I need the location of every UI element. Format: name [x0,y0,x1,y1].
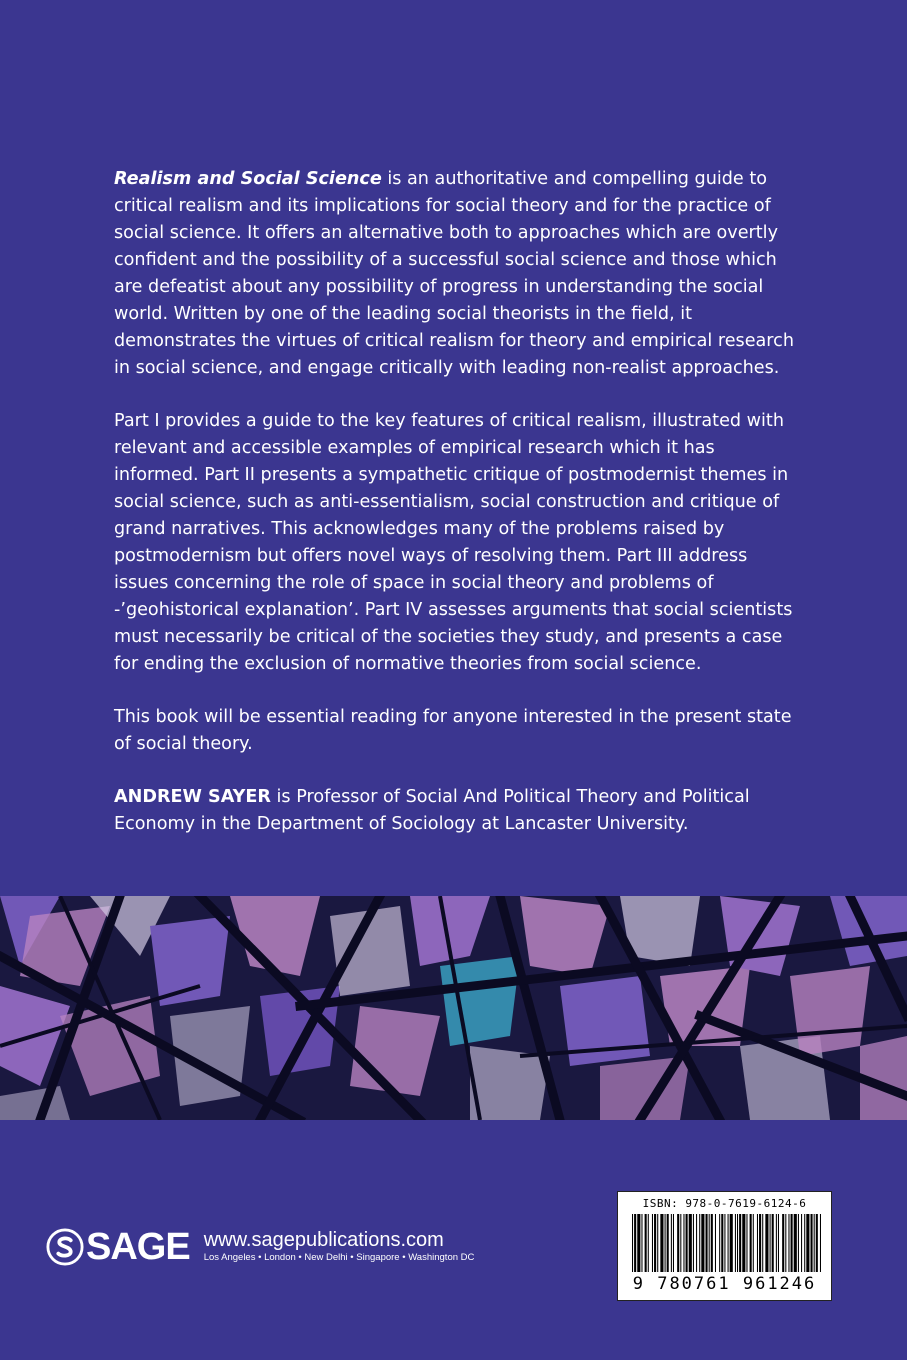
barcode-bar [654,1214,656,1272]
publisher-block [46,1222,474,1272]
barcode-bar [657,1214,658,1272]
barcode-bar [816,1214,818,1272]
barcode-bar [652,1214,653,1272]
barcode-bar [728,1214,729,1272]
barcode-bar [701,1214,704,1272]
publisher-url[interactable]: www.sagepublications.com [203,1229,444,1251]
barcode-bar [715,1214,716,1272]
barcode-bar [750,1214,752,1272]
description-paragraph-3: This book will be essential reading for anyone interested in the present state of social theory. [114,707,792,754]
barcode-bar [632,1214,633,1272]
barcode-bar [719,1214,720,1272]
barcode-bar [801,1214,802,1272]
barcode-bar [671,1214,672,1272]
barcode-bar [735,1214,736,1272]
barcode-bar [814,1214,815,1272]
barcode-bar [693,1214,694,1272]
description-text-1: is an authoritative and compelling guide to critical realism and its implications for social theory and for the practice of social science. It offers an alternative both to approaches which are overtly confident and the possibility of a successful social science and those which are defeatist about any possibility of progress in understanding the social world. Written by one of the leading social theorists in the field, it demonstrates the virtues of critical realism for theory and empirical research in social science, and engage critically with leading non-realist approaches. [114,169,794,378]
barcode-bar [637,1214,640,1272]
author-name: ANDREW SAYER [114,787,271,807]
barcode-bar [641,1214,642,1272]
barcode-bar [696,1214,697,1272]
author-bio [114,784,804,838]
barcode-bar [788,1214,789,1272]
barcode-bar [739,1214,741,1272]
barcode-bar [683,1214,684,1272]
barcode-bar [724,1214,725,1272]
barcode-bar [820,1214,821,1272]
barcode-bar [721,1214,723,1272]
barcode-bar [804,1214,805,1272]
publisher-info [204,1229,475,1265]
barcode-bar [665,1214,666,1272]
back-cover-description [114,166,804,838]
publisher-logo-text: SAGE [86,1226,190,1268]
barcode-bar [778,1214,779,1272]
barcode-bar [711,1214,713,1272]
barcode-bar [772,1214,774,1272]
barcode-bar [759,1214,761,1272]
barcode-bar [706,1214,708,1272]
barcode-bar [673,1214,674,1272]
barcode-bar [806,1214,809,1272]
barcode-digits: 9 780761 961246 [632,1274,817,1294]
barcode-bar [785,1214,786,1272]
barcode-bar [746,1214,747,1272]
stained-glass-illustration [0,896,907,1120]
barcode-bar [811,1214,813,1272]
barcode-bar [660,1214,663,1272]
barcode-bar [645,1214,647,1272]
description-paragraph-1 [114,166,804,382]
author-bio-text: is Professor of Social And Political Theory and Political Economy in the Department of Sociology at Lancaster University. [114,787,750,834]
barcode-bar [689,1214,692,1272]
barcode-bar [730,1214,733,1272]
barcode-bar [782,1214,784,1272]
sage-logo-icon [46,1228,84,1266]
barcode-bar [753,1214,754,1272]
barcode-bar [762,1214,763,1272]
description-paragraph-2: Part I provides a guide to the key features of critical realism, illustrated with relevant and accessible examples of empirical research which it has informed. Part II presents a sympathetic critique of postmodernist themes in social science, such as anti-essentialism, social construction and critique of grand narratives. This acknowledges many of the problems raised by postmodernism but offers novel ways of resolving them. Part III address issues concerning the role of space in social theory and problems of -’geohistorical explanation’. Part IV assesses arguments that social scientists must necessarily be critical of the societies they study, and presents a case for ending the exclusion of normative theories from social science. [114,411,793,674]
barcode-bar [709,1214,710,1272]
barcode-bar [765,1214,768,1272]
barcode-bar [757,1214,758,1272]
barcode-bar [648,1214,649,1272]
barcode-bar [677,1214,679,1272]
book-title: Realism and Social Science [114,169,382,189]
barcode-bar [634,1214,636,1272]
barcode-bar [699,1214,700,1272]
barcode-bar [667,1214,669,1272]
barcode-bar [737,1214,738,1272]
barcode-bar [798,1214,799,1272]
barcode-bar [770,1214,771,1272]
isbn-barcode [617,1191,832,1301]
barcode-bar [680,1214,681,1272]
publisher-cities: Los Angeles • London • New Delhi • Singapore • Washington DC [203,1252,475,1263]
barcode-bar [791,1214,793,1272]
barcode-bar [776,1214,777,1272]
stained-glass-image-band [0,896,907,1120]
barcode-bar [794,1214,797,1272]
barcode-bars [632,1214,822,1278]
barcode-bar [742,1214,745,1272]
barcode-bar [686,1214,688,1272]
isbn-label: ISBN: 978-0-7619-6124-6 [642,1197,807,1210]
